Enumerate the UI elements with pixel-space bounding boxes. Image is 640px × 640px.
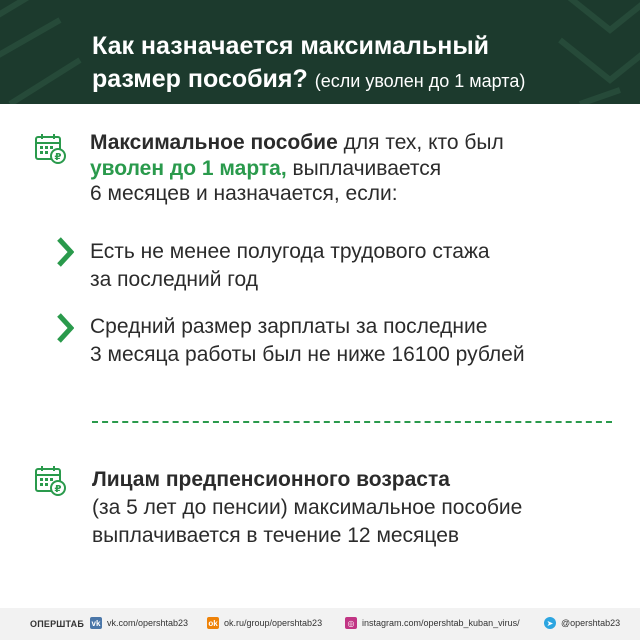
- footer-link-vk[interactable]: [90, 617, 188, 629]
- pre-retirement-block: [92, 466, 522, 550]
- pre-retirement-line-2: (за 5 лет до пенсии) максимальное пособие: [92, 496, 523, 519]
- max-benefit-text-a: для тех, кто был: [337, 131, 504, 154]
- odnoklassniki-icon: ok: [208, 618, 218, 628]
- dismissal-date-highlight: уволен до 1 марта,: [90, 156, 287, 180]
- title-line-1: Как назначается максимальный: [92, 32, 490, 60]
- max-benefit-line-2: [90, 156, 504, 182]
- max-benefit-line-1: [90, 130, 504, 156]
- page-title: [92, 30, 525, 98]
- footer-link-text: ok.ru/group/opershtab23: [224, 618, 323, 628]
- calendar-ruble-icon: [34, 132, 66, 164]
- condition-1-line-2: за последний год: [90, 268, 258, 291]
- pre-retirement-heading: Лицам предпенсионного возраста: [92, 468, 450, 491]
- max-benefit-block: [90, 130, 504, 207]
- footer-link-text: vk.com/opershtab23: [107, 618, 189, 628]
- condition-1-line-1: Есть не менее полугода трудового стажа: [90, 240, 490, 263]
- footer-link-telegram[interactable]: [544, 617, 620, 629]
- telegram-icon: ➤: [544, 617, 556, 629]
- header-banner: [0, 0, 640, 104]
- condition-2-line-2: 3 месяца работы был не ниже 16100 рублей: [90, 343, 525, 366]
- footer-link-text: @opershtab23: [561, 618, 621, 628]
- footer-link-instagram[interactable]: [345, 617, 520, 629]
- calendar-ruble-icon: [34, 464, 66, 496]
- footer-link-text: instagram.com/opershtab_kuban_virus/: [362, 618, 520, 628]
- condition-2-line-1: Средний размер зарплаты за последние: [90, 315, 488, 338]
- max-benefit-lead: Максимальное пособие: [90, 131, 338, 154]
- title-main: размер пособия?: [92, 65, 308, 93]
- footer-bar: [0, 608, 640, 640]
- condition-item-2: [90, 313, 525, 369]
- brand-label: ОПЕРШТАБ: [30, 619, 85, 629]
- chevron-right-icon: [56, 313, 74, 343]
- instagram-icon: ◎: [345, 617, 357, 629]
- pre-retirement-line-3: выплачивается в течение 12 месяцев: [92, 524, 460, 547]
- svg-text:₽: ₽: [54, 152, 62, 163]
- title-line-2: [92, 63, 525, 98]
- vk-icon: vk: [91, 618, 101, 628]
- svg-text:₽: ₽: [54, 484, 62, 495]
- max-benefit-line-3: 6 месяцев и назначается, если:: [90, 182, 398, 205]
- footer-link-ok[interactable]: [207, 617, 322, 629]
- max-benefit-text-b: выплачивается: [286, 156, 442, 180]
- chevron-right-icon: [56, 237, 74, 267]
- dashed-divider: [92, 421, 612, 423]
- title-subtitle: (если уволен до 1 марта): [314, 71, 526, 91]
- condition-item-1: [90, 238, 490, 294]
